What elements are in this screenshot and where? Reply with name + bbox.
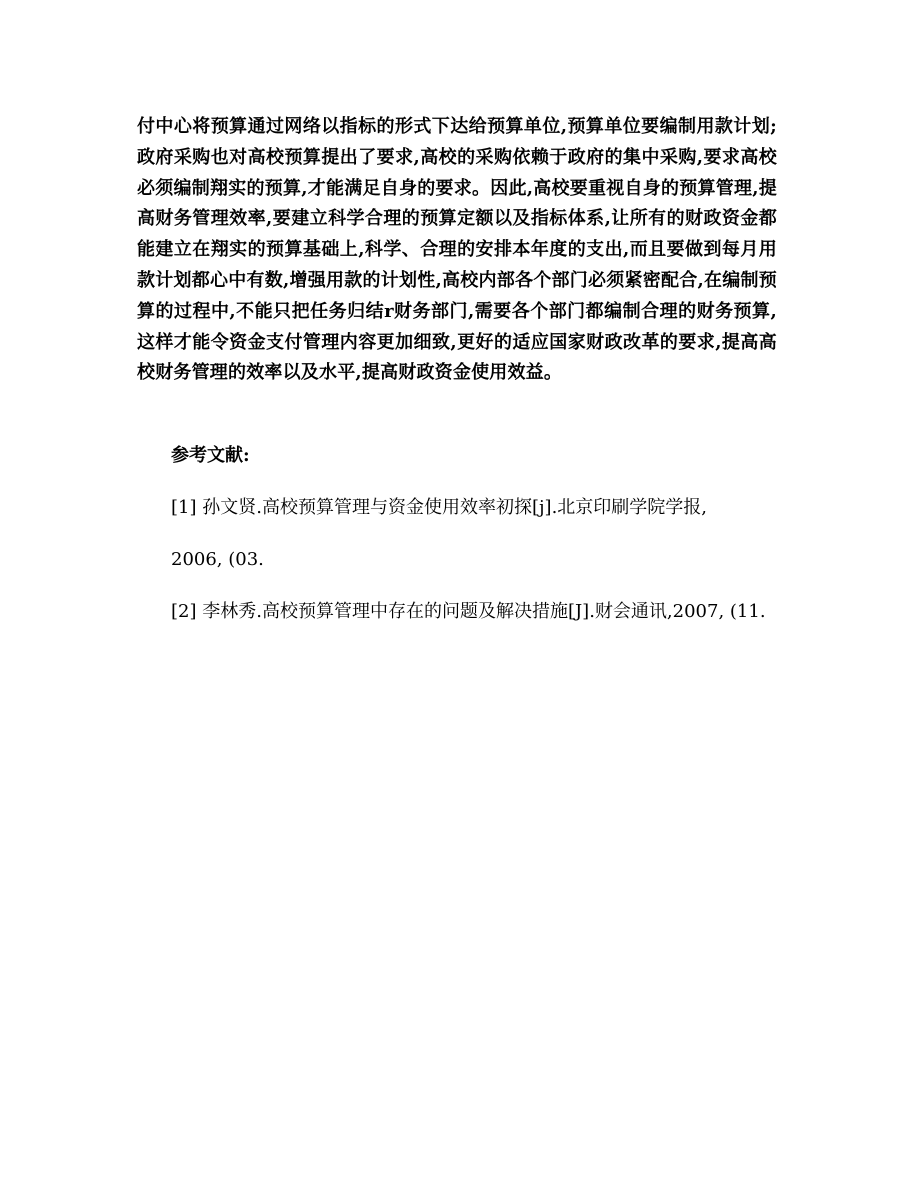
reference-1-line-2: 2006, (03. [171,549,264,570]
references-heading: 参考文献: [171,445,250,466]
references-section [171,441,791,649]
reference-2: [2] 李林秀.高校预算管理中存在的问题及解决措施[J].财会通讯,2007, (11. [171,601,766,622]
reference-1-line-1: [1] 孙文贤.高校预算管理与资金使用效率初探[j].北京印刷学院学报, [171,497,708,518]
body-paragraph: 付中心将预算通过网络以指标的形式下达给预算单位,预算单位要编制用款计划;政府采购也对高校预算提出了要求,高校的采购依赖于政府的集中采购,要求高校必须编制翔实的预算,才能满足自身的要求。因此,高校要重视自身的预算管理,提高财务管理效率,要建立科学合理的预算定额以及指标体系,让所有的财政资金都能建立在翔实的预算基础上,科学、合理的安排本年度的支出,而且要做到每月用款计划都心中有数,增强用款的计划性,高校内部各个部门必须紧密配合,在编制预算的过程中,不能只把任务归结r财务部门,需要各个部门都编制合理的财务预算,这样才能令资金支付管理内容更加细致,更好的适应国家财政改革的要求,提高高校财务管理的效率以及水平,提高财政资金使用效益。 [137,116,777,384]
